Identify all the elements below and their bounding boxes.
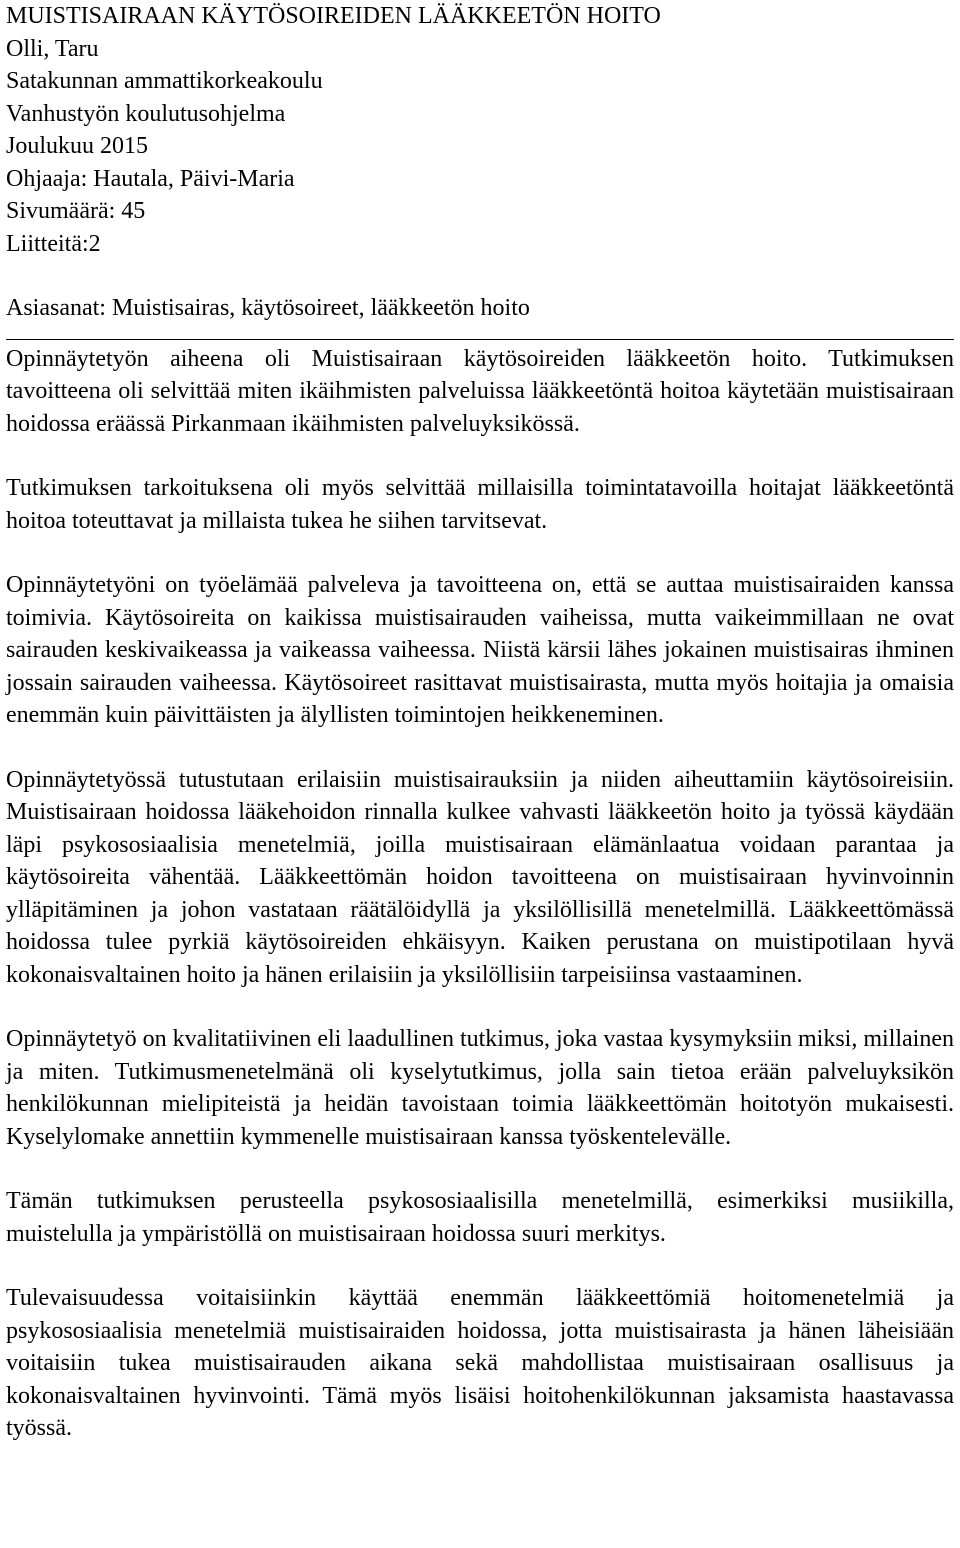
abstract-paragraph-5: Opinnäytetyö on kvalitatiivinen eli laadullinen tutkimus, joka vastaa kysymyksiin miksi, millainen ja miten. Tutkimusmenetelmänä oli kyselytutkimus, jolla sain tietoa erään palveluyksikön henkilökunnan mielipiteistä ja heidän tavoistaan toimia lääkkeettömän hoitotyön mukaisesti. Kyselylomake annettiin kymmenelle muistisairaan kanssa työskentelevälle. — [6, 1026, 954, 1150]
thesis-metadata — [6, 0, 954, 260]
horizontal-divider — [6, 339, 954, 340]
abstract-paragraph-6: Tämän tutkimuksen perusteella psykososiaalisilla menetelmillä, esimerkiksi musiikilla, muistelulla ja ympäristöllä on muistisairaan hoidossa suuri merkitys. — [6, 1188, 954, 1247]
abstract-page — [6, 0, 954, 1445]
institution-name: Satakunnan ammattikorkeakoulu — [6, 68, 323, 94]
page-count: Sivumäärä: 45 — [6, 198, 146, 224]
supervisor-name: Ohjaaja: Hautala, Päivi-Maria — [6, 165, 295, 192]
degree-programme: Vanhustyön koulutusohjelma — [6, 100, 286, 127]
abstract-paragraph-3: Opinnäytetyöni on työelämää palveleva ja tavoitteena on, että se auttaa muistisairaiden kanssa toimivia. Käytösoireita on kaikissa muistisairauden vaiheissa, mutta vaikeimmillaan ne ovat sairauden keskivaikeassa ja vaikeassa vaiheessa. Niistä kärsii lähes jokainen muistisairas ihminen jossain sairauden vaiheessa. Käytösoireet rasittavat muistisairasta, mutta myös hoitajia ja omaisia enemmän kuin päivittäisten ja älyllisten toimintojen heikkeneminen. — [6, 572, 954, 728]
appendix-count: Liitteitä:2 — [6, 230, 101, 257]
publication-date: Joulukuu 2015 — [6, 133, 149, 159]
thesis-title: MUISTISAIRAAN KÄYTÖSOIREIDEN LÄÄKKEETÖN HOITO — [6, 3, 661, 29]
abstract-paragraph-2: Tutkimuksen tarkoituksena oli myös selvittää millaisilla toimintatavoilla hoitajat lääkkeetöntä hoitoa toteuttavat ja millaista tukea he siihen tarvitsevat. — [6, 475, 954, 534]
abstract-body — [6, 343, 954, 1445]
author-name: Olli, Taru — [6, 35, 99, 62]
keywords-line: Asiasanat: Muistisairas, käytösoireet, lääkkeetön hoito — [6, 295, 530, 321]
abstract-paragraph-7: Tulevaisuudessa voitaisiinkin käyttää enemmän lääkkeettömiä hoitomenetelmiä ja psykososiaalisia menetelmiä muistisairaiden hoidossa, jotta muistisairasta ja hänen läheisiään voitaisiin tukea muistisairauden aikana sekä mahdollistaa muistisairaan osallisuus ja kokonaisvaltainen hyvinvointi. Tämä myös lisäisi hoitohenkilökunnan jaksamista haastavassa työssä. — [6, 1285, 954, 1441]
abstract-paragraph-4: Opinnäytetyössä tutustutaan erilaisiin muistisairauksiin ja niiden aiheuttamiin käytösoireisiin. Muistisairaan hoidossa lääkehoidon rinnalla kulkee vahvasti lääkkeetön hoito ja työssä käydään läpi psykososiaalisia menetelmiä, joilla muistisairaan elämänlaatua voidaan parantaa ja käytösoireita vähentää. Lääkkeettömän hoidon tavoitteena on muistisairaan hyvinvoinnin ylläpitäminen ja johon vastataan räätälöidyllä ja yksilöllisillä menetelmillä. Lääkkeettömässä hoidossa tulee pyrkiä käytösoireiden ehkäisyyn. Kaiken perustana on muistipotilaan hyvä kokonaisvaltainen hoito ja hänen erilaisiin ja yksilöllisiin tarpeisiinsa vastaaminen. — [6, 766, 954, 988]
abstract-paragraph-1: Opinnäytetyön aiheena oli Muistisairaan käytösoireiden lääkkeetön hoito. Tutkimuksen tavoitteena oli selvittää miten ikäihmisten palveluissa lääkkeetöntä hoitoa käytetään muistisairaan hoidossa eräässä Pirkanmaan ikäihmisten palveluyksikössä. — [6, 345, 954, 437]
